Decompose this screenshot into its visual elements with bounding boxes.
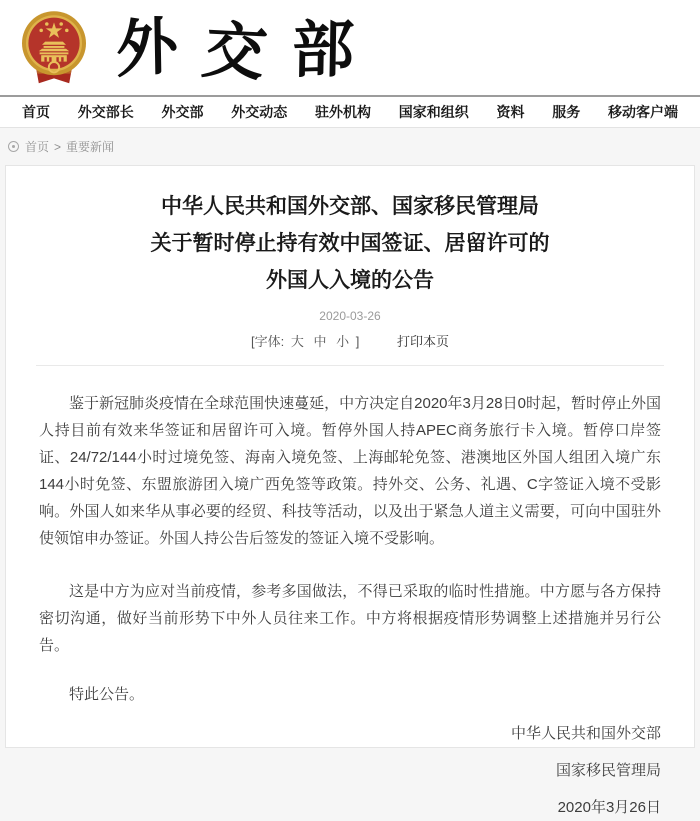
publish-date: 2020-03-26 [319, 309, 381, 323]
logo-char: 外 [115, 7, 179, 87]
china-national-emblem-icon [18, 9, 90, 87]
font-size-medium-button[interactable]: 中 [313, 334, 327, 349]
nav-item-mobile-client[interactable]: 移动客户端 [608, 104, 678, 120]
nav-item-resources[interactable]: 资料 [496, 104, 525, 120]
signature-ministry: 中华人民共和国外交部 [510, 725, 661, 742]
signature-block [39, 720, 661, 821]
logo-char: 交 [198, 13, 272, 89]
signature-immigration-admin: 国家移民管理局 [555, 762, 661, 779]
location-icon [8, 141, 19, 152]
ministry-calligraphy-logo [116, 9, 354, 87]
page-title-line: 关于暂时停止持有效中国签证、居留许可的 [150, 232, 550, 255]
signature-date: 2020年3月26日 [557, 799, 661, 816]
breadcrumb [0, 128, 700, 165]
article-container [5, 165, 695, 816]
page-title-line: 外国人入境的公告 [266, 269, 434, 292]
nav-item-services[interactable]: 服务 [552, 104, 581, 120]
logo-char: 部 [291, 11, 355, 87]
font-size-large-button[interactable]: 大 [290, 334, 304, 349]
nav-item-home[interactable]: 首页 [22, 104, 50, 120]
main-navigation [0, 95, 700, 128]
nav-item-countries-organizations[interactable]: 国家和组织 [398, 104, 469, 120]
nav-item-ministry[interactable]: 外交部 [161, 104, 204, 120]
font-size-small-button[interactable]: 小 [336, 334, 350, 349]
nav-item-diplomatic-updates[interactable]: 外交动态 [231, 104, 288, 120]
breadcrumb-separator: > [54, 139, 62, 154]
article-body [6, 366, 694, 821]
site-header [0, 0, 700, 95]
page-title-line: 中华人民共和国外交部、国家移民管理局 [161, 195, 539, 218]
article-meta-row [6, 331, 694, 350]
page-title [6, 188, 694, 299]
print-page-button[interactable]: 打印本页 [397, 334, 450, 349]
breadcrumb-home[interactable]: 首页 [25, 140, 50, 154]
nav-item-foreign-minister[interactable]: 外交部长 [77, 104, 134, 120]
font-size-label: [字体: [250, 334, 285, 349]
breadcrumb-current: 重要新闻 [66, 140, 115, 154]
font-size-label-close: ] [355, 334, 360, 349]
nav-item-missions-abroad[interactable]: 驻外机构 [315, 104, 371, 120]
article-paragraph: 这是中方为应对当前疫情，参考多国做法，不得已采取的临时性措施。中方愿与各方保持密切沟通，做好当前形势下中外人员往来工作。中方将根据疫情形势调整上述措施并另行公告。 [39, 583, 661, 654]
article-paragraph: 鉴于新冠肺炎疫情在全球范围快速蔓延，中方决定自2020年3月28日0时起，暂时停止外国人持目前有效来华签证和居留许可入境。暂停外国人持APEC商务旅行卡入境。暂停口岸签证、24/72/144小时过境免签、海南入境免签、上海邮轮免签、港澳地区外国人组团入境广东144小时免签、东盟旅游团入境广西免签等政策。持外交、公务、礼遇、C字签证入境不受影响。外国人如来华从事必要的经贸、科技等活动，以及出于紧急人道主义需要，可向中国驻外使领馆申办签证。外国人持公告后签发的签证入境不受影响。 [39, 395, 661, 547]
article-closing: 特此公告。 [69, 686, 145, 703]
site-logo[interactable] [18, 9, 90, 87]
